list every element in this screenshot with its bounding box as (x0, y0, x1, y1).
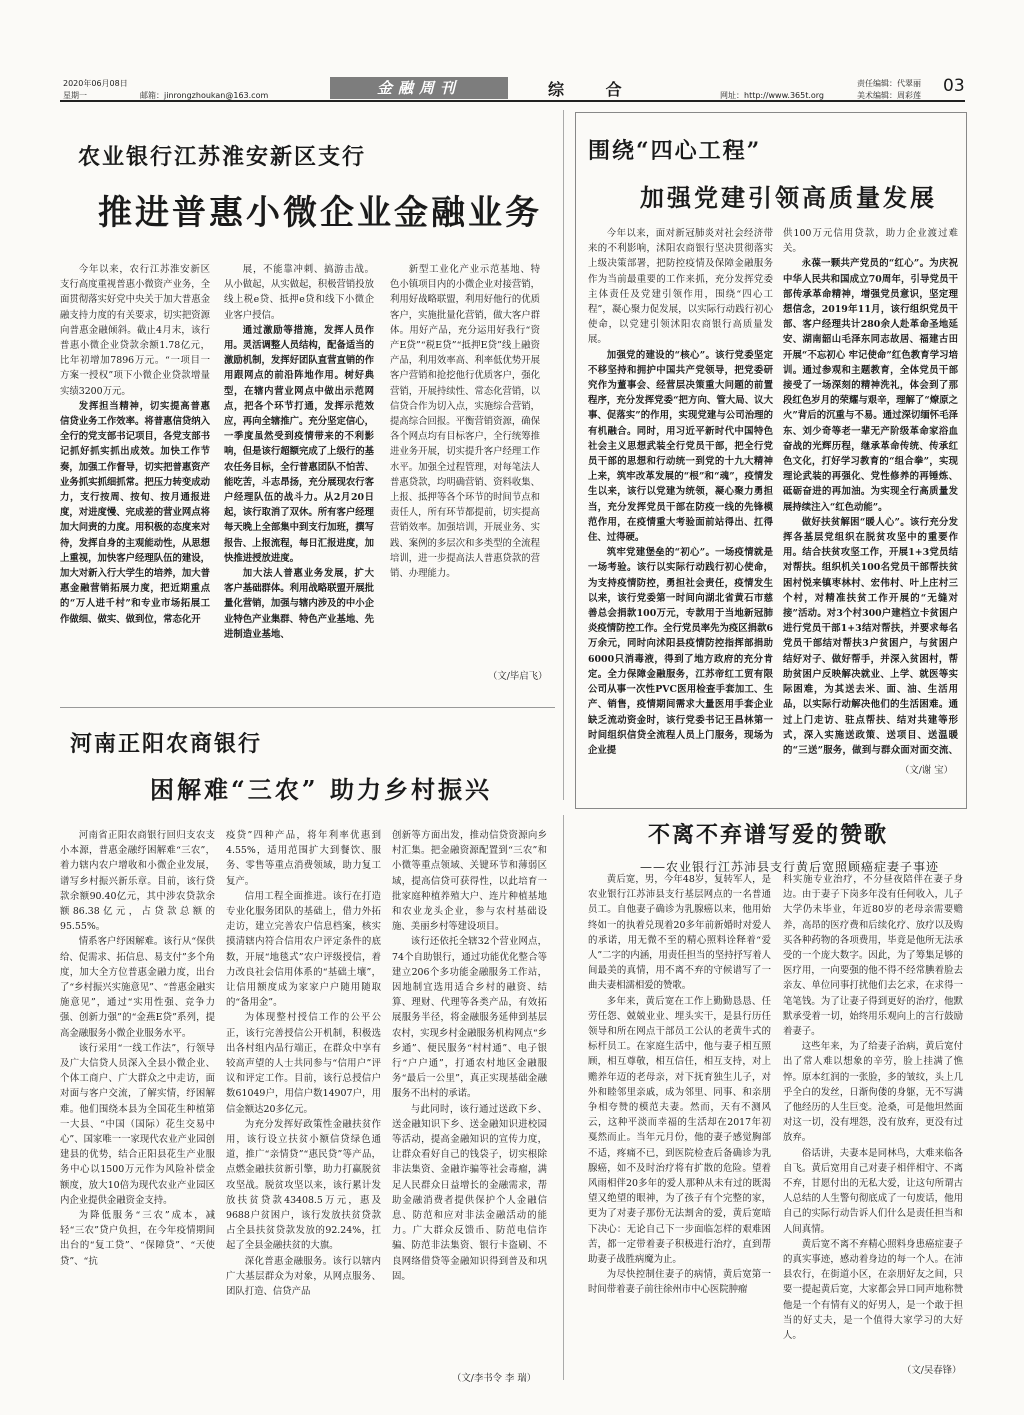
paragraph: 为降低服务“三农”成本，减轻“三农”贷户负担，在今年疫情期间出台的“复工贷”、“保障贷”、“天使贷”、“抗 (60, 1210, 215, 1267)
paragraph: 信用工程全面推进。该行在打造专业化服务团队的基础上，借力外拓走访，建立完善农户信息档案，核实摸清辖内符合信用农户评定条件的底数，开展“地毯式”农户评级授信，着力改良社会信用体系的“基础土壤”，让信用额度成为家家户户随用随取的“备用金”。 (226, 890, 381, 1009)
responsible-editor: 责任编辑：代翠丽 (857, 79, 921, 88)
paragraph: 新型工业化产业示范基地、特色小镇项目内的小微企业对接营销，利用好战略联盟，利用好他行的优质客户，实施批量化营销，做大客户群体。用好产品，充分运用好我行“资产E贷”“税E贷”“抵押E贷”线上融资产品，利用效率高、利率低优势开展客户营销和抢挖他行优质客户，强化营销，开展持续性、常态化营销，以信贷合作为切入点，实施综合营销，提高综合回报。平衡营销资源，确保各个网点均有目标客户，全行统筹推进业务开展，切实提升客户经理工作水平。加强全过程管理，对每笔法人普惠贷款，均明确营销、资料收集、上报、抵押等各个环节的时间节点和责任人，所有环节都提前，切实提高营销效率。加强培训，开展业务、实践、案例的多层次和多类型的全流程培训，进一步提高法人普惠贷款的营销、办理能力。 (390, 264, 540, 580)
article4-column-1 (588, 872, 771, 1380)
article3-kicker: 河南正阳农商银行 (70, 731, 263, 757)
article2-byline: （文/谢 宝） (900, 765, 954, 776)
paragraph: 这些年来，为了给妻子治病，黄后宽付出了常人难以想象的辛劳，脸上挂满了憔悴。原本红润的一张脸，多的皱纹，头上几乎全白的发丝，日渐佝偻的身躯，无不写满了他经历的人生巨变。沧桑，可是他坦然面对这一切，没有埋怨，没有放弃，更没有过放弃。 (783, 1041, 963, 1144)
email-address: 邮箱：jinrongzhoukan@163.com (140, 91, 269, 100)
paper-name-banner: 金融周刊 (330, 77, 508, 99)
article4-subtitle: ——农业银行江苏沛县支行黄后宽照顾癌症妻子事迹 (640, 860, 940, 874)
art-editor: 美术编辑：周彩莲 (857, 91, 921, 100)
article2-column-2 (783, 226, 958, 756)
paragraph: 黄后宽，男，今年48岁，复转军人，是农业银行江苏沛县支行基层网点的一名普通员工。自他妻子确诊为乳腺癌以来，他用始终如一的执着兑现着20多年前新婚时对爱人的承诺，用无微不至的精心照料诠释着“爱人”二字的内涵，用责任担当的坚持抒写着人间最美的真情，用不离不弃的守候谱写了一曲夫妻相濡相爱的赞歌。 (588, 874, 771, 992)
article3-column-3 (392, 828, 547, 1363)
paragraph: 深化普惠金融服务。该行以辖内广大基层群众为对象，从网点服务、团队打造、信贷产品 (226, 1255, 381, 1298)
article1-column-2 (224, 262, 374, 687)
paragraph: 河南省正阳农商银行回归支农支小本源，普惠金融纾困解难“三农”，着力辖内农户增收和小微企业发展，谱写乡村振兴新乐章。目前，该行贷款余额90.40亿元，其中涉农贷款余额86.38亿元，占贷款总额的95.55%。 (60, 830, 215, 933)
article1-headline: 推进普惠小微企业金融业务 (98, 193, 542, 233)
article1-kicker: 农业银行江苏淮安新区支行 (78, 144, 367, 170)
paragraph: 通过激励等措施，发挥人员作用。灵活调整人员结构，配备适当的激励机制，发挥好团队直营直销的作用跟网点的前沿阵地作用。树好典型，在辖内营业网点中做出示范网点，把各个环节打通，发挥示范效应，再向全辖推广。充分坚定信心，一季度虽然受到疫情带来的不利影响，但是该行超额完成了上级行的基农任务目标，全行普惠团队不怕苦、能吃苦，斗志昂扬，充分展现农行客户经理队伍的战斗力。从2月20日起，该行取消了双休。所有客户经理每天晚上全部集中到支行加班，撰写报告、上报流程，每日汇报进度，加快推进授放进度。 (224, 324, 374, 564)
issue-date: 2020年06月08日 (63, 79, 128, 88)
paragraph: 黄后宽不离不弃精心照料身患癌症妻子的真实事迹，感动着身边的每一个人。在沛县农行，在街道小区，在亲朋好友之间，只要一提起黄后宽，大家都会异口同声地称赞他是一个有情有义的好男人，是一个敢于担当的好丈夫，是一个值得大家学习的大好人。 (783, 1238, 963, 1342)
article3-byline: （文/李书令 李 瑞） (452, 1373, 537, 1384)
paragraph: 加强党的建设的“核心”。该行党委坚定不移坚持和拥护中国共产党领导，把党委研究作为董事会、经营层决策重大问题的前置程序，充分发挥党委“把方向、管大局、议大事、促落实”的作用，实现党建与公司治理的有机融合。同时，用习近平新时代中国特色社会主义思想武装全行党员干部，把全行党员干部的思想和行动统一到党的十九大精神上来，筑牢改革发展的“根”和“魂”，疫情发生以来，该行以党建为统领，凝心聚力勇担当，充分发挥党员干部在防疫一线的先锋模范作用，在疫情重大考验面前站得出、扛得住、过得硬。 (588, 349, 773, 544)
paragraph: 永葆一颗共产党员的“红心”。为庆祝中华人民共和国成立70周年，引导党员干部传承革命精神，增强党员意识，坚定理想信念，2019年11月，该行组织党员干部、客户经理共计280余人赴革命圣地延安、湖南韶山毛泽东同志故居、福建古田开展“不忘初心 牢记使命”红色教育学习培训。通过参观和主题教育，全体党员干部接受了一场深刻的精神洗礼，体会到了那段红色岁月的荣耀与艰辛，理解了“燎原之火”背后的沉重与不易。通过深切缅怀毛泽东、刘少奇等老一辈无产阶级革命家浴血奋战的光辉历程，继承革命传统、传承红色文化，打好学习教育的“组合拳”，实现理论武装的再强化、党性修养的再锤炼、砥砺奋进的再加油。为实现全行高质量发展持续注入“红色动能”。 (783, 258, 958, 513)
header-rule (60, 100, 965, 102)
paragraph: 发挥担当精神，切实提高普惠信贷业务工作效率。将普惠信贷纳入全行的党支部书记项目，各党支部书记抓好抓实抓出成效。加快工作节奏，加强工作督导，切实把普惠资产业务抓实抓细抓常。把压力转变成动力，支行按周、按旬、按月通报进度，对进度慢、完成差的营业网点将加大问责的力度。用积极的态度来对待，发挥自身的主观能动性，从思想上重视，加快客户经理队伍的建设，加大对新入行大学生的培养，加大普惠金融营销拓展力度，把近期重点的“万人进千村”和专业市场拓展工作做细、做实、做到位，常态化开 (60, 400, 210, 625)
paragraph: 科实施专业治疗，不分昼夜陪伴在妻子身边。由于妻子下岗多年没有任何收入，儿子大学仍未毕业，年近80岁的老母亲需要赡养，高昂的医疗费和后续化疗、放疗以及购买各种药物的各项费用，毕竟是他所无法承受的一个庞大数字。因此，为了筹集足够的医疗用，一向要强的他不得不经常腆着脸去亲友、单位同事打扰他们去乞求，在求得一笔笔钱。为了让妻子得到更好的治疗，他默默承受着一切，始终用乐观向上的言行鼓励着妻子。 (783, 874, 963, 1038)
article2-column-1 (588, 226, 773, 766)
paragraph: 情系客户纾困解难。该行从“保供给、促需求、拓信息、易支付”多个角度，加大全方位普惠金融力度，出台了“乡村振兴实施意见”、“普惠金融实施意见”，通过“实用性强、竞争力强、创新力强”的“金燕E贷”系列，提高金融服务小微企业服务水平。 (60, 936, 215, 1039)
article3-column-1 (60, 828, 215, 1378)
article4-headline: 不离不弃谱写爱的赞歌 (648, 822, 889, 848)
article2-headline: 加强党建引领高质量发展 (640, 183, 937, 212)
article3-headline: 困解难“三农” 助力乡村振兴 (150, 775, 492, 804)
paragraph: 该行采用“一线工作法”，行领导及广大信贷人员深入全县小微企业、个体工商户、广大群众之中走访，面对面与客户交流，了解实情，纾困解难。他们围绕本县为全国花生种植第一大县、“中国（国际）花生交易中心”、国家唯一一家现代农业产业园创建县的优势，结合正阳县花生产业服务中心以1500万元作为风险补偿金额度，放大10倍为现代农业产业园区内企业提供金融资金支持。 (60, 1042, 215, 1206)
column-divider (563, 815, 564, 1380)
website-url: 网址：http://www.365t.org (720, 91, 825, 100)
paragraph: 展，不能靠冲刺、搞游击战。从小做起，从实做起，积极营销投放线上税e贷、抵押e贷和线下小微企业客户授信。 (224, 264, 374, 321)
paragraph: 疫贷”四种产品，将年利率优惠到4.55%，适用范围扩大到餐饮、服务、零售等重点消费领域，助力复工复产。 (226, 830, 381, 887)
section-title: 综 合 (548, 80, 640, 99)
paragraph: 筑牢党建堡垒的“初心”。一场疫情就是一场考验。该行以实际行动践行初心使命，为支持疫情防控，勇担社会责任，疫情发生以来，该行党委第一时间向湖北省黄石市慈善总会捐款100万元，专款用于当地新冠肺炎疫情防控工作。全行党员率先为疫区捐款6万余元，同时向沭阳县疫情防控指挥部捐助6000只消毒液，得到了地方政府的充分肯定。全力保障金融服务，江苏帝红工贸有限公司从事一次性PVC医用检查手套加工、生产、销售，疫情期间需求大量医用手套企业缺乏流动资金时，该行党委书记王昌林第一时间组织信贷全流程人员上门服务，现场为企业提 (588, 547, 773, 756)
paragraph: 为体现整村授信工作的公平公正，该行完善授信公开机制，积极选出各村组内品行端正，在群众中享有较高声望的人士共同参与“信用户”评议和评定工作。目前，该行总授信户数61049户，用信户数14907户，用信金额达20多亿元。 (226, 1012, 381, 1115)
article3-column-2 (226, 828, 381, 1378)
paragraph: 该行还依托全辖32个营业网点，74个自助银行，通过功能优化整合等建立206个多功能金融服务工作站，因地制宜选用适合乡村的融资、结算、理财、代理等各类产品，有效拓展服务半径，将金融服务延伸到基层农村，实现乡村金融服务机构网点“乡乡通”、便民服务“村村通”、电子银行“户户通”，打通农村地区金融服务“最后一公里”，真正实现基础金融服务不出村的承诺。 (392, 936, 547, 1100)
paragraph: 加大法人普惠业务发展，扩大客户基础群体。利用战略联盟开展批量化营销，加强与辖内涉及的中小企业特色产业集群、特色产业基地、先进制造业基地、 (224, 568, 374, 640)
article1-byline: （文/毕启飞） (488, 671, 548, 682)
paragraph: 供100万元信用贷款，助力企业渡过难关。 (783, 228, 958, 255)
paragraph: 今年以来，面对新冠肺炎对社会经济带来的不利影响，沭阳农商银行坚决贯彻落实上级决策部署，把防控疫情及保障金融服务作为当前最重要的工作来抓，充分发挥党委主体责任及党建引领作用，围绕“四心工程”，凝心聚力促发展，以实际行动践行初心使命，以党建引领沭阳农商银行高质量发展。 (588, 228, 773, 346)
article4-byline: （文/吴春锋） (902, 1365, 962, 1376)
article1-column-1 (60, 262, 210, 687)
page-number: 03 (943, 76, 965, 96)
paragraph: 做好扶贫解困“暖人心”。该行充分发挥各基层党组织在脱贫攻坚中的重要作用。结合扶贫攻坚工作，开展1+3党员结对帮扶。组织机关100名党员干部帮扶贫困村悦来镇枣林村、宏伟村、叶上庄村三个村，对精准扶贫工作开展的“无缝对接”活动。对3个村300户建档立卡贫困户进行党员干部1+3结对帮扶，并要求每名党员干部结对帮扶3户贫困户，与贫困户结好对子、做好帮手，并深入贫困村，帮助贫困户反映解决就业、上学、就医等实际困难，为其送去米、面、油、生活用品，以实际行动解决他们的生活困难。通过上门走访、驻点帮扶、结对共建等形式，深入实施送政策、送项目、送温暖的“三送”服务，做到与群众面对面交流、 (783, 516, 958, 756)
paragraph: 创新等方面出发，推动信贷资源向乡村汇集。把金融资源配置到“三农”和小微等重点领域、关键环节和薄弱区域，提高信贷可获得性，以此培育一批家庭种植养殖大户、连片种植基地和农业龙头企业，参与农村基础设施、美丽乡村等建设项目。 (392, 830, 547, 933)
paragraph: 俗话讲，夫妻本是同林鸟，大难来临各自飞。黄后宽用自己对妻子相伴相守、不离不弃，甘愿付出的无私大爱，让这句所谓古人总结的人生警句彻底成了一句废话，他用自己的实际行动告诉人们什么是责任担当和人间真情。 (783, 1147, 963, 1235)
paragraph: 今年以来，农行江苏淮安新区支行高度重视普惠小微资产业务，全面贯彻落实好党中央关于加大普惠金融支持力度的有关要求，切实把资源向普惠金融倾斜。截止4月末，该行普惠小微企业贷款余额1.78亿元，比年初增加7896万元。“一项目一方案一授权”项下小微企业贷款增量实绩3200万元。 (60, 264, 210, 397)
article3-top-rule (60, 707, 555, 708)
paragraph: 为充分发挥好政策性金融扶贫作用，该行设立扶贫小额信贷绿色通道，推广“亲情贷”“惠民贷”等产品，点燃金融扶贫新引擎，助力打赢脱贫攻坚战。脱贫攻坚以来，该行累计发放扶贫贷款43408.5万元，惠及9688户贫困户，该行发放扶贫贷款占全县扶贫贷款发放的92.24%，扛起了全县金融扶贫的大旗。 (226, 1118, 381, 1252)
paragraph: 与此同时，该行通过送政下乡、送金融知识下乡、送金融知识进校园等活动，提高金融知识的宣传力度，让群众看好自己的钱袋子，切实根除非法集资、金融诈骗等社会毒瘤，满足人民群众日益增长的金融需求，帮助金融消费者提供保护个人金融信息、防范和应对非法金融活动的能力。广大群众反馈币、防范电信诈骗、防范非法集资、银行卡盗刷、不良网络借贷等金融知识得到普及和巩固。 (392, 1103, 547, 1282)
article4-column-2 (783, 872, 963, 1362)
paragraph: 为尽快控制住妻子的病情，黄后宽第一时间带着妻子前往徐州市中心医院肿瘤 (588, 1269, 771, 1296)
article2-kicker: 围绕“四心工程” (588, 138, 762, 164)
issue-weekday: 星期一 (63, 91, 87, 100)
column-divider (563, 110, 564, 800)
article1-column-3 (390, 262, 540, 657)
paragraph: 多年来，黄后宽在工作上勤勤恳恳、任劳任怨、兢兢业业、埋头实干，是县行历任领导和所在网点干部员工公认的老黄牛式的标杆员工。在家庭生活中，他与妻子相互照顾，相互尊敬，相互信任，相互支持，对上赡养年迈的老母亲，对下抚育独生儿子，对外和睦邻里亲戚，成为邻里、同事、和亲朋争相夸赞的模范夫妻。然而，天有不测风云，这种平淡而幸福的生活却在2017年初戛然而止。当年元月份，他的妻子感觉胸部不适，疼痛不已，到医院检查后备确诊为乳腺癌，如不及时治疗将有扩散的危险。望着风雨相伴20多年的爱人那种从未有过的既渴望又绝望的眼神，为了孩子有个完整的家，更为了对妻子那份无法割舍的爱，黄后宽暗下决心：无论自己下一步面临怎样的艰难困苦，都一定带着妻子积极进行治疗，直到帮助妻子战胜病魔为止。 (588, 995, 771, 1266)
